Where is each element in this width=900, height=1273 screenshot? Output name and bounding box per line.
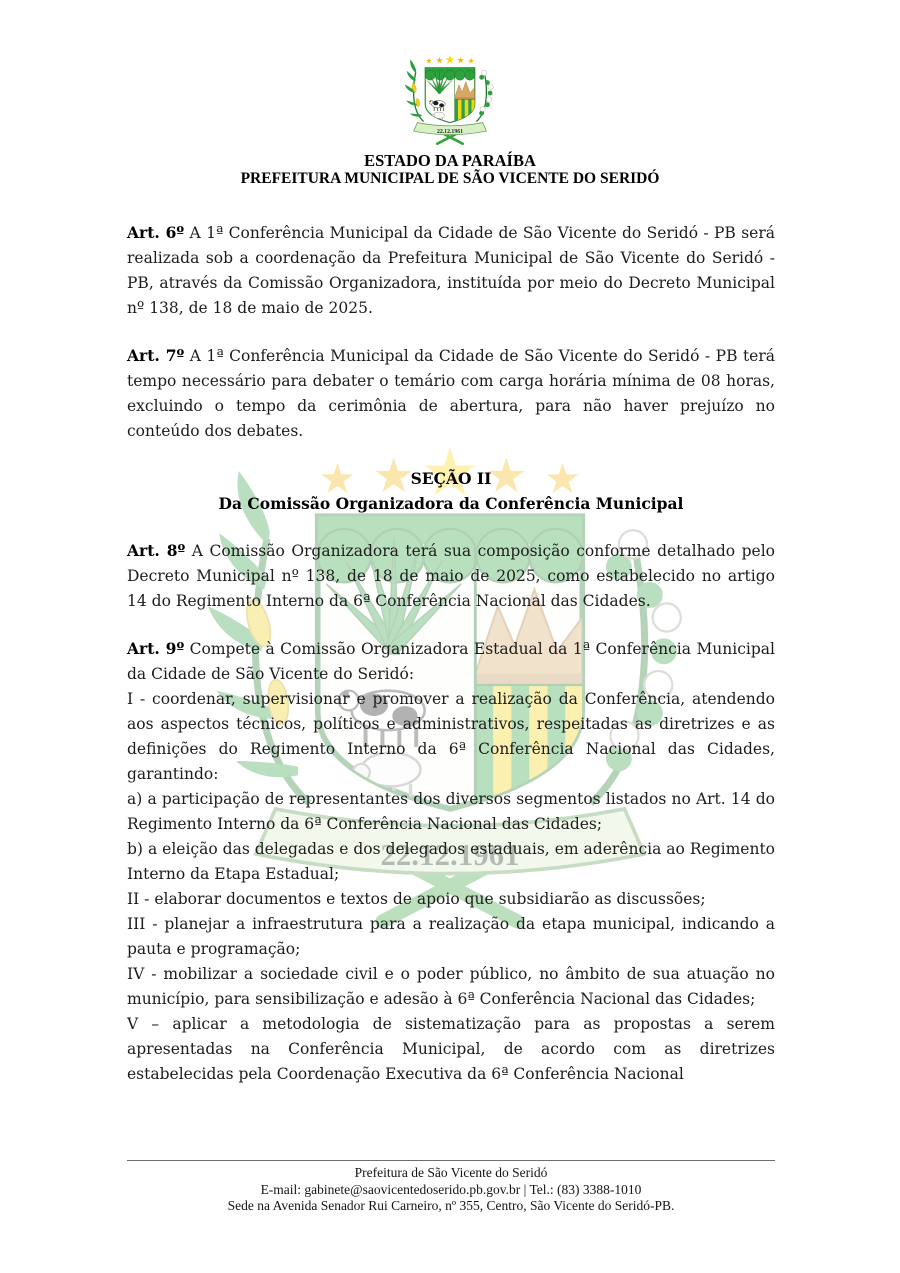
article-6-label: Art. 6º bbox=[127, 223, 185, 242]
section-2-subtitle: Da Comissão Organizadora da Conferência Municipal bbox=[218, 494, 684, 513]
section-2-title: SEÇÃO II bbox=[410, 469, 492, 488]
article-9-intro: Compete à Comissão Organizadora Estadual da 1ª Conferência Municipal da Cidade de São Vicente do Seridó: bbox=[127, 640, 775, 683]
article-8-text: A Comissão Organizadora terá sua composição conforme detalhado pelo Decreto Municipal nº 138, de 18 de maio de 2025, como estabelecido no artigo 14 do Regimento Interno da 6ª Conferência Nacional das Cidades. bbox=[127, 542, 775, 610]
article-9-item-b: b) a eleição das delegadas e dos delegados estaduais, em aderência ao Regimento Interno da Etapa Estadual; bbox=[127, 840, 775, 883]
footer-address-line: Sede na Avenida Senador Rui Carneiro, nº 355, Centro, São Vicente do Seridó-PB. bbox=[227, 1198, 675, 1213]
footer-divider bbox=[127, 1160, 775, 1161]
article-8-label: Art. 8º bbox=[127, 541, 186, 560]
article-6-text: A 1ª Conferência Municipal da Cidade de São Vicente do Seridó - PB será realizada sob a coordenação da Prefeitura Municipal de São Vicente do Seridó - PB, através da Comissão Organizadora, instituída por meio do Decreto Municipal nº 138, de 18 de maio de 2025. bbox=[127, 224, 775, 317]
header-state-title: ESTADO DA PARAÍBA bbox=[364, 151, 536, 170]
article-9-item-5: V – aplicar a metodologia de sistematização para as propostas a serem apresentadas na Conferência Municipal, de acordo com as diretrizes estabelecidas pela Coordenação Executiva da 6ª Conferência Nacional bbox=[127, 1015, 775, 1083]
coat-of-arms-icon bbox=[392, 54, 508, 148]
article-9-item-4: IV - mobilizar a sociedade civil e o poder público, no âmbito de sua atuação no município, para sensibilização e adesão à 6ª Conferência Nacional das Cidades; bbox=[127, 965, 775, 1008]
paragraph-article-6 bbox=[127, 220, 775, 321]
article-9-label: Art. 9º bbox=[127, 639, 185, 658]
footer-org-line: Prefeitura de São Vicente do Seridó bbox=[354, 1165, 548, 1180]
document-header bbox=[0, 54, 900, 187]
article-9-item-2: II - elaborar documentos e textos de apoio que subsidiarão as discussões; bbox=[127, 890, 706, 908]
paragraph-article-7 bbox=[127, 343, 775, 444]
article-7-text: A 1ª Conferência Municipal da Cidade de São Vicente do Seridó - PB terá tempo necessário para debater o temário com carga horária mínima de 08 horas, excluindo o tempo da cerimônia de abertura, para não haver prejuízo no conteúdo dos debates. bbox=[127, 347, 776, 440]
section-2-heading bbox=[127, 466, 775, 516]
document-footer bbox=[127, 1160, 775, 1215]
article-9-item-3: III - planejar a infraestrutura para a realização da etapa municipal, indicando a pauta e programação; bbox=[127, 915, 775, 958]
footer-contact-line: E-mail: gabinete@saovicentedoserido.pb.gov.br | Tel.: (83) 3388-1010 bbox=[260, 1181, 642, 1197]
header-municipality-title: PREFEITURA MUNICIPAL DE SÃO VICENTE DO SERIDÓ bbox=[240, 170, 660, 187]
paragraph-article-8 bbox=[127, 538, 775, 614]
article-9-item-1: I - coordenar, supervisionar e promover a realização da Conferência, atendendo aos aspectos técnicos, políticos e administrativos, respeitadas as diretrizes e as definições do Regimento Interno da 6ª Conferência Nacional das Cidades, garantindo: bbox=[127, 690, 775, 783]
article-7-label: Art. 7º bbox=[127, 346, 185, 365]
document-body bbox=[127, 220, 775, 1087]
article-9-item-a: a) a participação de representantes dos diversos segmentos listados no Art. 14 do Regimento Interno da 6ª Conferência Nacional das Cidades; bbox=[127, 790, 775, 833]
paragraph-article-9 bbox=[127, 636, 775, 687]
